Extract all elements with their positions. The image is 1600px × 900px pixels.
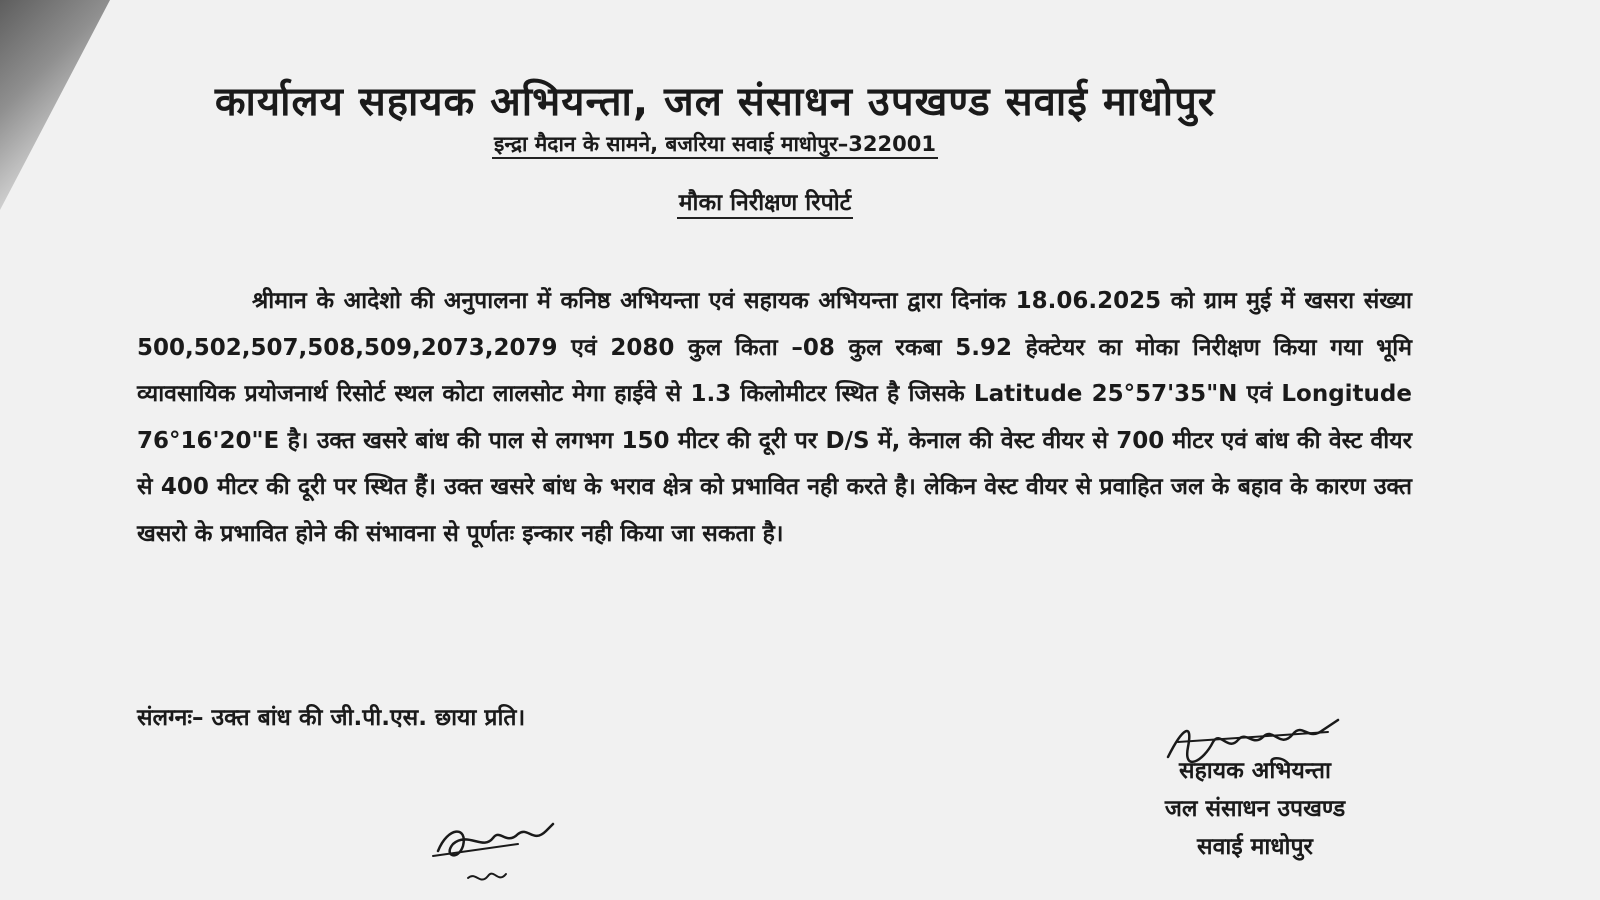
report-body-paragraph: श्रीमान के आदेशो की अनुपालना में कनिष्ठ अभियन्ता एवं सहायक अभियन्ता द्वारा दिनांक 18.06.2025 को ग्राम मुई में खसरा संख्या 500,502,507,508,509,2073,2079 एवं 2080 कुल किता –08 कुल रकबा 5.92 हेक्टेयर का मोका निरीक्षण किया गया भूमि व्यावसायिक प्रयोजनार्थ रिसोर्ट स्थल कोटा लालसोट मेगा हाईवे से 1.3 किलोमीटर स्थित है जिसके Latitude 25°57'35"N एवं Longitude 76°16'20"E है। उक्त खसरे बांध की पाल से लगभग 150 मीटर की दूरी पर D/S में, केनाल की वेस्ट वीयर से 700 मीटर एवं बांध की वेस्ट वीयर से 400 मीटर की दूरी पर स्थित हैं। उक्त खसरे बांध के भराव क्षेत्र को प्रभावित नही करते है। लेकिन वेस्ट वीयर से प्रवाहित जल के बहाव के कारण उक्त खसरो के प्रभावित होने की संभावना से पूर्णतः इन्कार नही किया जा सकता है। [137, 288, 1412, 547]
signatory-location: सवाई माधोपुर [1197, 834, 1313, 860]
enclosure-note: संलग्नः– उक्त बांध की जी.पी.एस. छाया प्रति। [137, 705, 526, 731]
report-heading-text: मौका निरीक्षण रिपोर्ट [677, 190, 854, 219]
office-address [60, 130, 1370, 158]
signature-left-icon [428, 816, 578, 896]
signatory-designation: सहायक अभियन्ता [1179, 758, 1331, 784]
report-heading [480, 185, 1050, 217]
office-title: कार्यालय सहायक अभियन्ता, जल संसाधन उपखण्ड सवाई माधोपुर [214, 79, 1216, 125]
signatory-block [1090, 752, 1420, 866]
signatory-department: जल संसाधन उपखण्ड [1164, 796, 1346, 822]
office-address-text: इन्द्रा मैदान के सामने, बजरिया सवाई माधोपुर–322001 [492, 132, 938, 159]
